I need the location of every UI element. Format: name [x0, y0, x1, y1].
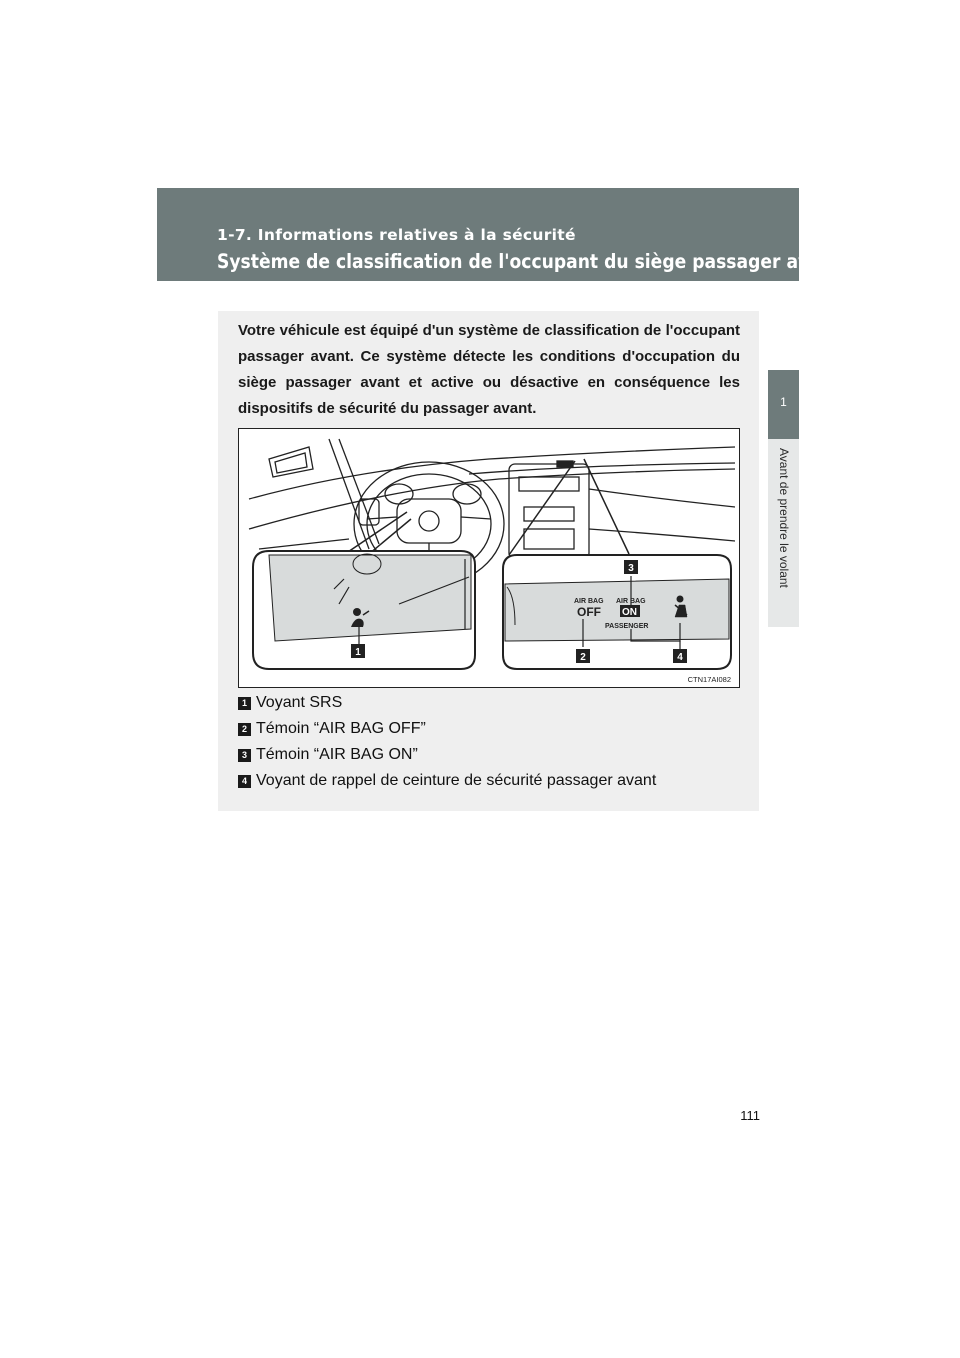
intro-text: Votre véhicule est équipé d'un système de classification de l'occupant passager avant. Ce système détecte les conditions d'occupation du siège passager avant et active ou désactive en conséquence les dispositifs de sécurité du passager avant. — [238, 322, 740, 417]
page-title: Système de classification de l'occupant du siège passager avant — [217, 250, 842, 273]
airbag-off-label: AIR BAG — [574, 598, 604, 605]
callout-3-label: 3 — [628, 563, 634, 574]
legend — [238, 690, 656, 794]
legend-badge: 4 — [238, 775, 251, 788]
airbag-off-indicator — [574, 598, 604, 619]
legend-text: Voyant de rappel de ceinture de sécurité passager avant — [256, 772, 657, 789]
chapter-label: Avant de prendre le volant — [777, 448, 791, 588]
dashboard-illustration — [238, 428, 740, 688]
legend-item — [238, 690, 656, 716]
legend-badge: 3 — [238, 749, 251, 762]
legend-text: Voyant SRS — [256, 694, 343, 711]
legend-text: Témoin “AIR BAG OFF” — [256, 720, 426, 737]
legend-text: Témoin “AIR BAG ON” — [256, 746, 418, 763]
legend-item — [238, 768, 656, 794]
legend-item — [238, 742, 656, 768]
callout-4-label: 4 — [677, 652, 683, 663]
legend-item — [238, 716, 656, 742]
callout-3 — [624, 560, 638, 574]
callout-1-label: 1 — [355, 647, 361, 658]
legend-badge: 1 — [238, 697, 251, 710]
callout-1 — [351, 644, 365, 658]
page-number: 111 — [740, 1108, 760, 1123]
chapter-number: 1 — [780, 395, 787, 409]
section-title: 1-7. Informations relatives à la sécurité — [217, 226, 576, 244]
callout-2-label: 2 — [580, 652, 586, 663]
figure-code: CTN17AI082 — [687, 675, 731, 684]
passenger-label: PASSENGER — [605, 623, 649, 630]
indicator-inset — [503, 555, 731, 669]
airbag-on-label: AIR BAG — [616, 598, 646, 605]
legend-badge: 2 — [238, 723, 251, 736]
off-label: OFF — [577, 605, 601, 619]
callout-4 — [673, 649, 687, 663]
on-label: ON — [622, 607, 637, 618]
callout-2 — [576, 649, 590, 663]
